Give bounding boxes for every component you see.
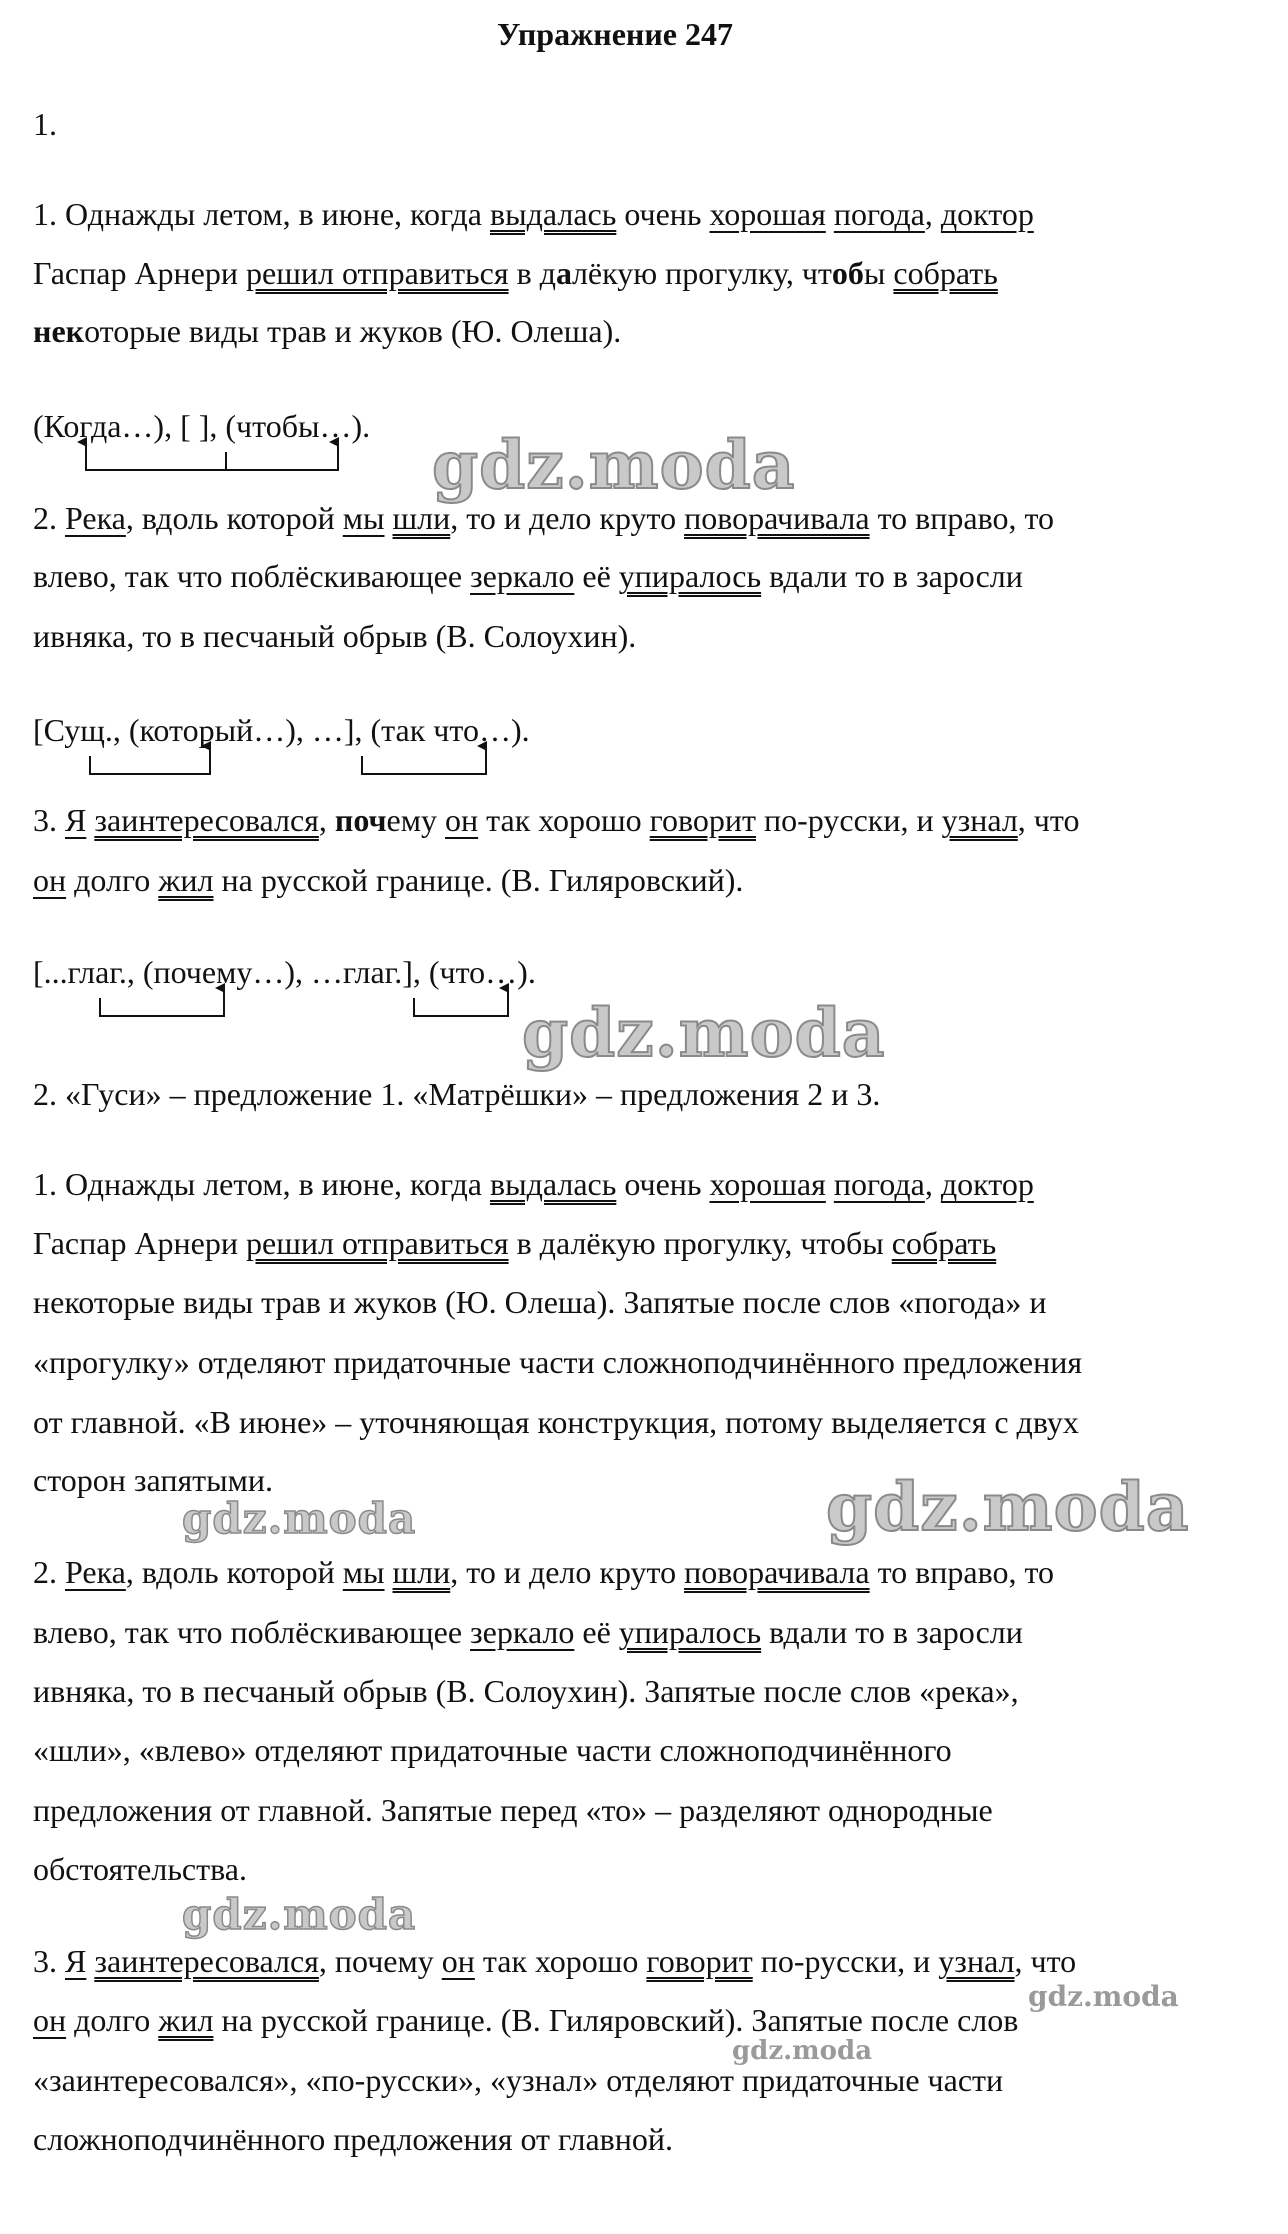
paragraph-2-line-5: предложения от главной. Запятые перед «то» – разделяют однородные (33, 1792, 993, 1828)
exercise-title: Упражнение 247 (496, 16, 733, 52)
predicate: узнал (941, 802, 1018, 838)
sentence-1-line-3: некоторые виды трав и жуков (Ю. Олеша). (33, 313, 622, 349)
predicate: шли (392, 500, 451, 536)
scheme-3: [...глаг., (почему…), …глаг.], (что…). (33, 954, 536, 990)
paragraph-2-line-4: «шли», «влево» отделяют придаточные части сложноподчинённого (33, 1732, 952, 1768)
sentence-2-line-2: влево, так что поблёскивающее зеркало её упиралось вдали то в заросли (33, 558, 1023, 594)
scheme-1-arrow-left (86, 442, 226, 470)
scheme-2: [Сущ., (который…), …], (так что…). (33, 712, 530, 748)
sentence-3-line-1: 3. Я заинтересовался, почему он так хорошо говорит по-русски, и узнал, что (33, 802, 1080, 838)
paragraph-1-line-5: от главной. «В июне» – уточняющая конструкция, потому выделяется с двух (33, 1404, 1079, 1440)
paragraph-3-line-4: сложноподчинённого предложения от главной. (33, 2121, 674, 2157)
scheme-3-arrow-2 (414, 988, 508, 1016)
subject: доктор (940, 196, 1034, 232)
paragraph-2-line-1: 2. Река, вдоль которой мы шли, то и дело круто поворачивала то вправо, то (33, 1554, 1055, 1590)
watermark: gdz.moda (182, 1494, 417, 1543)
paragraph-2-line-2: влево, так что поблёскивающее зеркало её упиралось вдали то в заросли (33, 1614, 1023, 1650)
predicate: говорит (649, 802, 756, 838)
sentence-3-line-2: он долго жил на русской границе. (В. Гиляровский). (33, 862, 744, 898)
paragraph-1-line-2: Гаспар Арнери решил отправиться в далёкую прогулку, чтобы собрать (33, 1225, 997, 1261)
subject: Я (65, 802, 87, 838)
paragraph-2-line-6: обстоятельства. (33, 1851, 247, 1887)
paragraph-1-line-3: некоторые виды трав и жуков (Ю. Олеша). Запятые после слов «погода» и (33, 1284, 1047, 1320)
predicate: выдалась (489, 196, 617, 232)
predicate: жил (158, 862, 214, 898)
subject: мы (342, 500, 385, 536)
sentence-2-line-1: 2. Река, вдоль которой мы шли, то и дело круто поворачивала то вправо, то (33, 500, 1055, 536)
sentence-1-line-2: Гаспар Арнери решил отправиться в далёкую прогулку, чтобы собрать (33, 255, 998, 291)
scheme-3-arrow-1 (100, 988, 224, 1016)
subject-attribute: хорошая (709, 196, 826, 232)
paragraph-1-line-6: сторон запятыми. (33, 1462, 274, 1498)
scheme-2-arrow-1 (90, 746, 210, 774)
watermark: gdz.moda (826, 1468, 1190, 1546)
watermark: gdz.moda (182, 1890, 417, 1939)
subject: он (33, 862, 67, 898)
task-2-line: 2. «Гуси» – предложение 1. «Матрёшки» – предложения 2 и 3. (33, 1076, 881, 1112)
paragraph-1-line-4: «прогулку» отделяют придаточные части сложноподчинённого предложения (33, 1344, 1083, 1380)
predicate: поворачивала (684, 500, 870, 536)
task-1-number: 1. (33, 106, 57, 142)
predicate: собрать (893, 255, 998, 291)
paragraph-1-line-1: 1. Однажды летом, в июне, когда выдалась очень хорошая погода, доктор (33, 1166, 1034, 1202)
watermark: gdz.moda (732, 2036, 873, 2066)
scheme-2-arrow-2 (362, 746, 486, 774)
predicate: заинтересовался (94, 802, 319, 838)
predicate: решил отправиться (246, 255, 509, 291)
watermark: gdz.moda (1028, 1980, 1179, 2013)
scheme-2-arrows (90, 746, 486, 774)
watermark: gdz.moda (522, 994, 886, 1072)
paragraph-3-line-2: он долго жил на русской границе. (В. Гиляровский). Запятые после слов (33, 2002, 1019, 2038)
paragraph-3-line-1: 3. Я заинтересовался, почему он так хорошо говорит по-русски, и узнал, что (33, 1943, 1077, 1979)
sentence-2-line-3: ивняка, то в песчаный обрыв (В. Солоухин). (33, 618, 637, 654)
paragraph-2-line-3: ивняка, то в песчаный обрыв (В. Солоухин). Запятые после слов «река», (33, 1673, 1019, 1709)
subject: Река (65, 500, 126, 536)
watermark: gdz.moda (432, 426, 796, 504)
scheme-1: (Когда…), [ ], (чтобы…). (33, 408, 371, 444)
scheme-1-arrows (86, 442, 338, 470)
paragraph-3-line-3: «заинтересовался», «по-русски», «узнал» отделяют придаточные части (33, 2062, 1004, 2098)
sentence-1-line-1: 1. Однажды летом, в июне, когда выдалась очень хорошая погода, доктор (33, 196, 1034, 232)
subject: погода (833, 196, 925, 232)
scheme-1-arrow-right (226, 442, 338, 470)
subject: зеркало (470, 558, 575, 594)
subject: он (445, 802, 479, 838)
scheme-3-arrows (100, 988, 508, 1016)
predicate: упиралось (618, 558, 762, 594)
